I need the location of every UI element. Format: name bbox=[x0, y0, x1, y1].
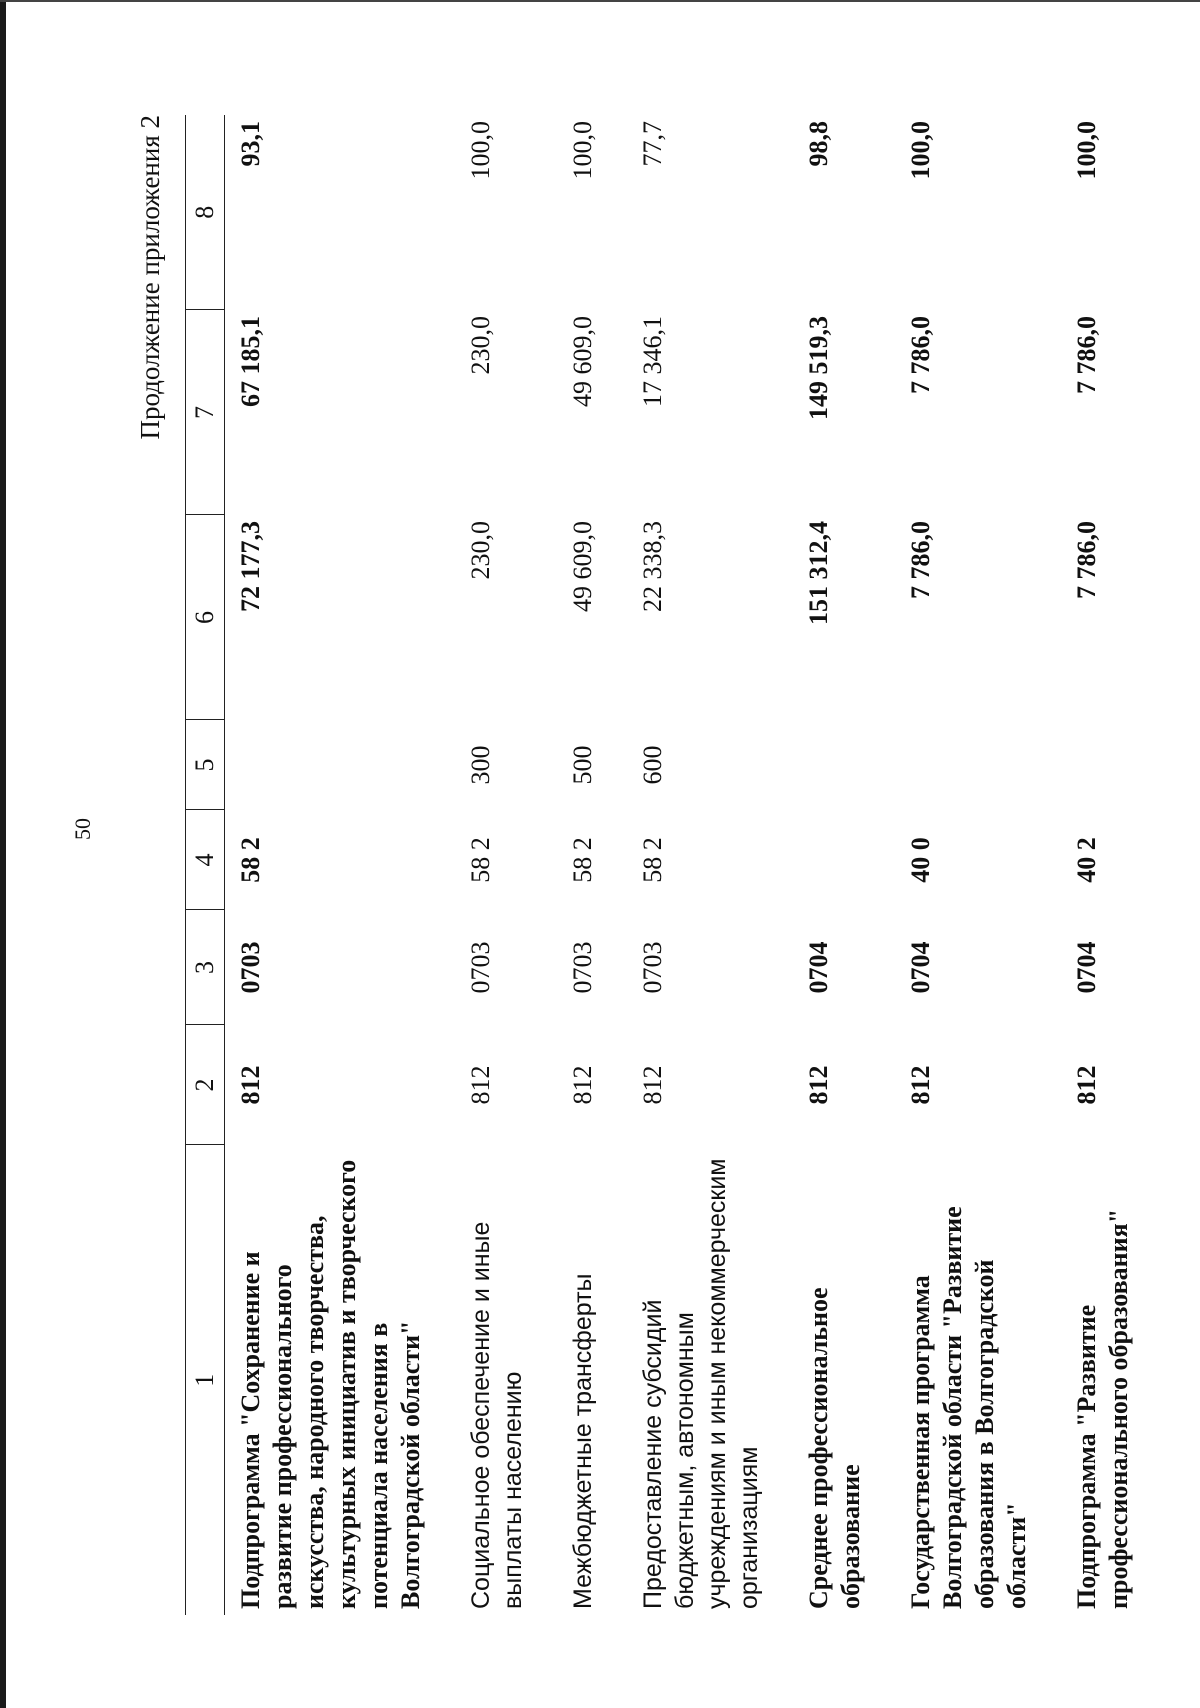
col-2-value: 812 bbox=[804, 1065, 833, 1105]
col-3-value: 0704 bbox=[1072, 941, 1101, 994]
row-name: Межбюджетные трансферты bbox=[569, 1273, 597, 1609]
col-4-value: 40 0 bbox=[906, 837, 935, 883]
col-3-value: 0703 bbox=[568, 941, 597, 994]
col-8-value: 100,0 bbox=[466, 121, 495, 180]
col-5-value bbox=[1061, 720, 1163, 810]
col-5-value bbox=[225, 720, 456, 810]
col-7-value: 17 346,1 bbox=[638, 316, 667, 407]
col-5-value bbox=[895, 720, 1061, 810]
scan-edge-top bbox=[0, 0, 1200, 2]
col-6-value: 7 786,0 bbox=[906, 521, 935, 599]
col-2-value: 812 bbox=[236, 1065, 265, 1105]
col-8-value: 98,8 bbox=[804, 121, 833, 167]
col-7-value: 7 786,0 bbox=[1072, 316, 1101, 394]
col-4-value: 58 2 bbox=[236, 837, 265, 883]
col-6-value: 151 312,4 bbox=[804, 521, 833, 625]
col-4-value: 58 2 bbox=[466, 837, 495, 883]
col-6-value: 230,0 bbox=[466, 521, 495, 580]
table-row bbox=[895, 115, 1061, 1615]
col-2-value: 812 bbox=[568, 1065, 597, 1105]
col-2-value: 812 bbox=[466, 1065, 495, 1105]
col-7-value: 67 185,1 bbox=[236, 316, 265, 407]
col-5-value: 600 bbox=[638, 745, 667, 785]
col-7-value: 49 609,0 bbox=[568, 316, 597, 407]
col-4-value: 40 2 bbox=[1072, 837, 1101, 883]
scan-edge bbox=[0, 0, 6, 1708]
row-name: Среднее профессиональное образование bbox=[804, 1287, 865, 1609]
continuation-label: Продолжение приложения 2 bbox=[135, 115, 165, 440]
col-3-value: 0703 bbox=[638, 941, 667, 994]
page-number: 50 bbox=[70, 818, 95, 840]
budget-table bbox=[185, 115, 1163, 1615]
column-header: 1 bbox=[186, 1145, 225, 1615]
col-6-value: 22 338,3 bbox=[638, 521, 667, 612]
column-header: 7 bbox=[186, 310, 225, 515]
col-4-value: 58 2 bbox=[638, 837, 667, 883]
table-row bbox=[455, 115, 557, 1615]
col-5-value: 300 bbox=[466, 745, 495, 785]
column-header: 4 bbox=[186, 810, 225, 910]
table-row bbox=[1061, 115, 1163, 1615]
col-4-value bbox=[793, 810, 895, 910]
col-8-value: 100,0 bbox=[1072, 121, 1101, 180]
column-header: 5 bbox=[186, 720, 225, 810]
column-header: 8 bbox=[186, 115, 225, 310]
table-row bbox=[627, 115, 793, 1615]
row-name: Социальное обеспечение и иные выплаты населению bbox=[467, 1221, 527, 1609]
col-2-value: 812 bbox=[1072, 1065, 1101, 1105]
col-2-value: 812 bbox=[906, 1065, 935, 1105]
col-6-value: 49 609,0 bbox=[568, 521, 597, 612]
col-3-value: 0703 bbox=[236, 941, 265, 994]
table-header-row bbox=[186, 115, 225, 1615]
col-3-value: 0704 bbox=[906, 941, 935, 994]
col-6-value: 72 177,3 bbox=[236, 521, 265, 612]
col-8-value: 100,0 bbox=[906, 121, 935, 180]
col-3-value: 0704 bbox=[804, 941, 833, 994]
col-2-value: 812 bbox=[638, 1065, 667, 1105]
document-page bbox=[135, 95, 1135, 1615]
column-header: 3 bbox=[186, 910, 225, 1025]
row-name: Подпрограмма "Сохранение и развитие профессионального искусства, народного творчества, культурных инициатив и творческого потенциала населения в Волгоградской области" bbox=[236, 1159, 425, 1609]
table-row bbox=[225, 115, 456, 1615]
table-row bbox=[793, 115, 895, 1615]
col-4-value: 58 2 bbox=[568, 837, 597, 883]
col-7-value: 230,0 bbox=[466, 316, 495, 375]
col-5-value: 500 bbox=[568, 745, 597, 785]
column-header: 6 bbox=[186, 515, 225, 720]
row-name: Предоставление субсидий бюджетным, автономным учреждениям и иным некоммерческим организациям bbox=[639, 1158, 763, 1609]
col-8-value: 93,1 bbox=[236, 121, 265, 167]
col-3-value: 0703 bbox=[466, 941, 495, 994]
col-8-value: 100,0 bbox=[568, 121, 597, 180]
row-name: Подпрограмма "Развитие профессионального образования" bbox=[1072, 1208, 1133, 1609]
col-5-value bbox=[793, 720, 895, 810]
col-7-value: 149 519,3 bbox=[804, 316, 833, 420]
column-header: 2 bbox=[186, 1025, 225, 1145]
col-6-value: 7 786,0 bbox=[1072, 521, 1101, 599]
col-8-value: 77,7 bbox=[638, 121, 667, 167]
col-7-value: 7 786,0 bbox=[906, 316, 935, 394]
row-name: Государственная программа Волгоградской области "Развитие образования в Волгоградской области" bbox=[906, 1206, 1031, 1609]
table-row bbox=[557, 115, 627, 1615]
